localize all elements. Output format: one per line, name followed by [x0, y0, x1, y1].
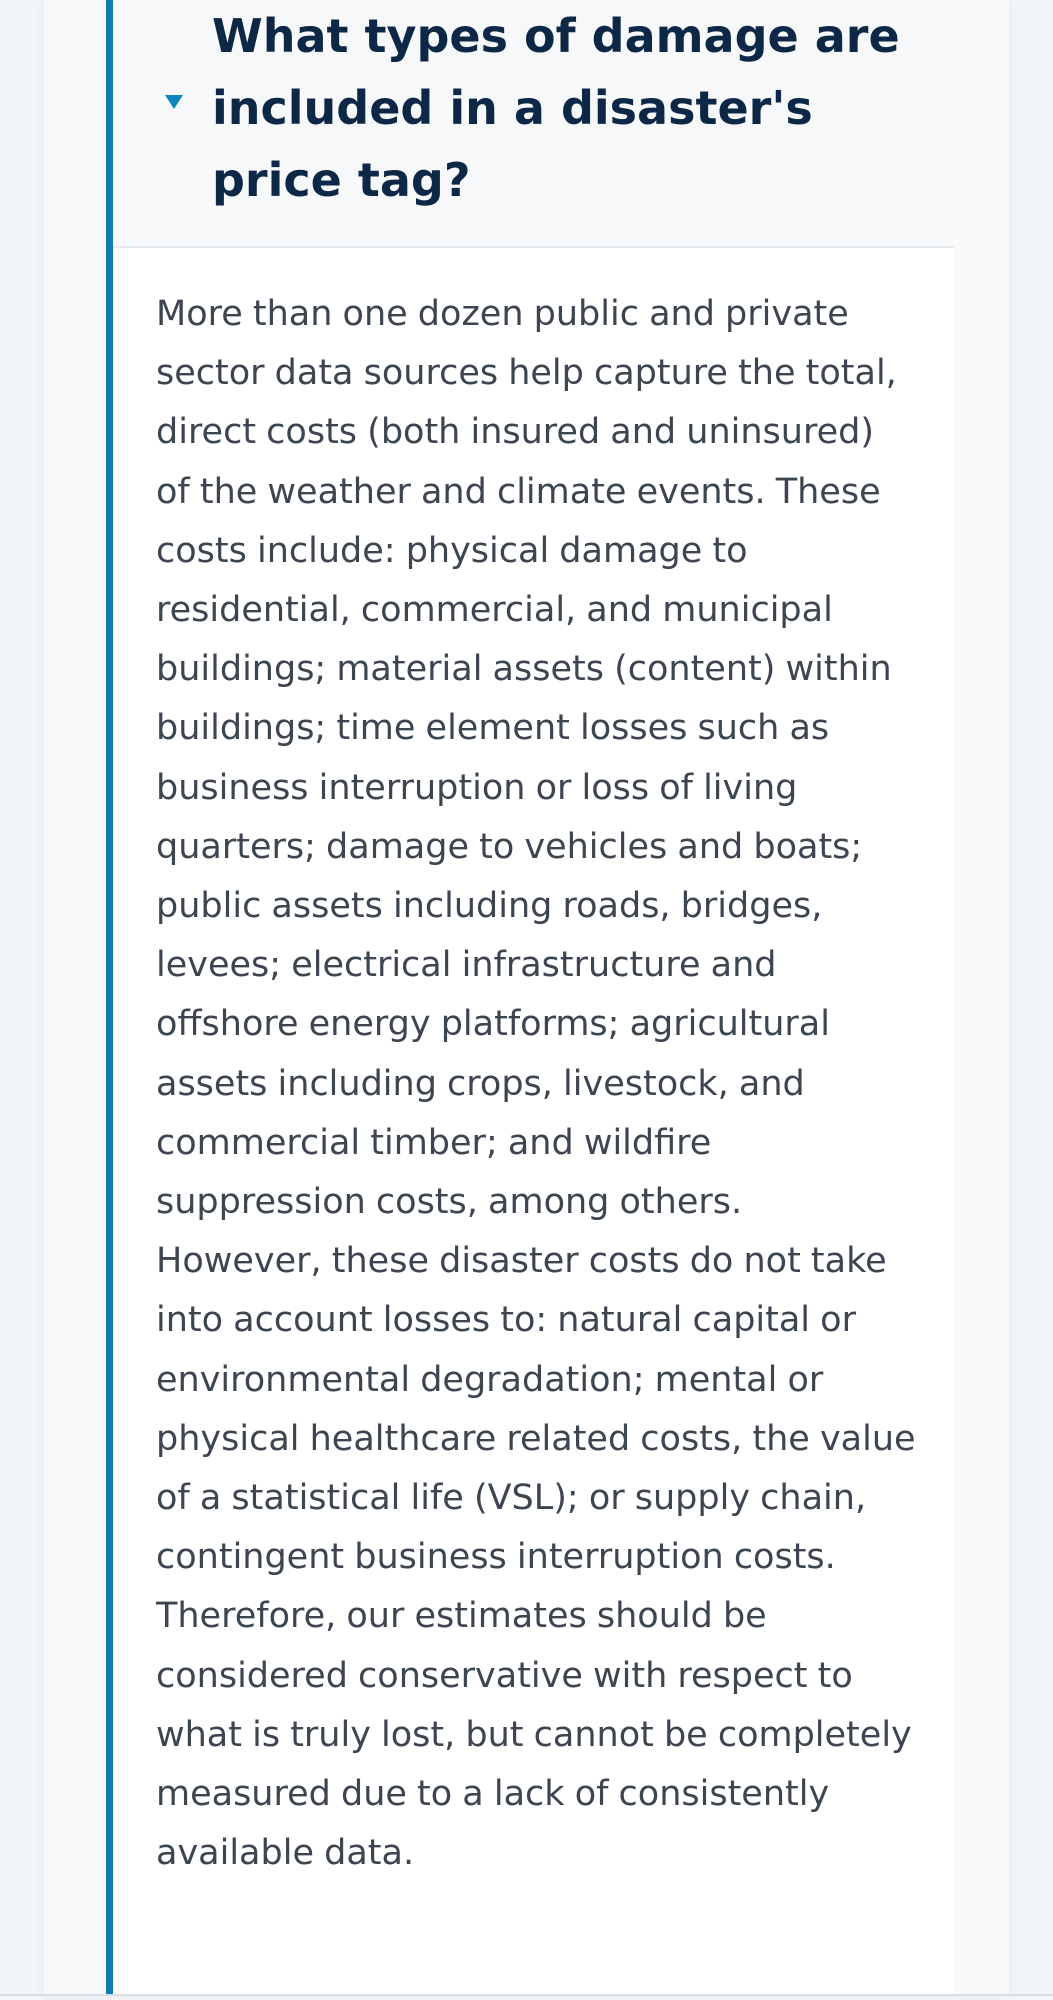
page-divider — [0, 1994, 1053, 1996]
faq-question: What types of damage are included in a disaster's price tag? — [212, 9, 900, 207]
faq-answer: More than one dozen public and private sector data sources help capture the total, direct costs (both insured and uninsured) of the weather and climate events. These costs include: physical damage to residential, commercial, and municipal buildings; material assets (content) within buildings; time element losses such as business interruption or loss of living quarters; damage to vehicles and boats; public assets including roads, bridges, levees; electrical infrastructure and offshore energy platforms; agricultural assets including crops, livestock, and commercial timber; and wildfire suppression costs, among others. However, these disaster costs do not take into account losses to: natural capital or environmental degradation; mental or physical healthcare related costs, the value of a statistical life (VSL); or supply chain, contingent business interruption costs. Therefore, our estimates should be considered conservative with respect to what is truly lost, but cannot be completely measured due to a lack of consistently available data. — [156, 294, 916, 1874]
faq-accordion-item — [106, 0, 954, 1994]
caret-down-icon[interactable] — [165, 95, 183, 109]
content-panel — [44, 0, 1009, 1994]
accordion-toggle[interactable] — [113, 0, 954, 248]
